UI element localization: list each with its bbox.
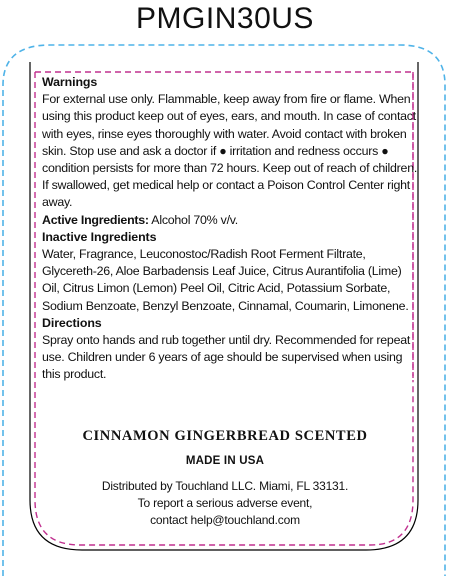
distributor-info — [0, 478, 450, 529]
product-code: PMGIN30US — [136, 2, 314, 35]
active-ingredients-value: Alcohol 70% v/v. — [148, 212, 238, 227]
label-content — [42, 74, 418, 384]
directions-heading: Directions — [42, 315, 102, 330]
contact-line: contact help@touchland.com — [150, 513, 300, 527]
inactive-ingredients-text: Water, Fragrance, Leuconostoc/Radish Root Ferment Filtrate, Glycereth-26, Aloe Barbadensis Leaf Juice, Citrus Aurantifolia (Lime) Oil, Citrus Limon (Lemon) Peel Oil, Citric Acid, Potassium Sorbate, Sodium Benzoate, Benzyl Benzoate, Cinnamal, Coumarin, Limonene. — [42, 247, 409, 313]
scent-title: CINNAMON GINGERBREAD SCENTED — [82, 428, 368, 444]
distributor-line: Distributed by Touchland LLC. Miami, FL 33131. — [101, 479, 349, 493]
inactive-ingredients-heading: Inactive Ingredients — [42, 229, 157, 244]
warnings-text: For external use only. Flammable, keep away from fire or flame. When using this product keep out of eyes, ears, and mouth. In case of contact with eyes, rinse eyes thoroughly with water. Avoid contact with broken skin. Stop use and ask a doctor if ● irritation and redness occurs ● condition persists for more than 72 hours. Keep out of reach of children. If swallowed, get medical help or contact a Poison Control Center right away. — [42, 92, 418, 210]
active-ingredients-label: Active Ingredients: — [42, 212, 149, 227]
made-in-label: MADE IN USA — [185, 455, 265, 467]
active-ingredients-line — [42, 212, 418, 229]
directions-text: Spray onto hands and rub together until dry. Recommended for repeat use. Children under 6 years of age should be supervised when using this product. — [42, 333, 411, 382]
warnings-heading: Warnings — [42, 75, 98, 89]
adverse-event-line: To report a serious adverse event, — [137, 496, 313, 510]
